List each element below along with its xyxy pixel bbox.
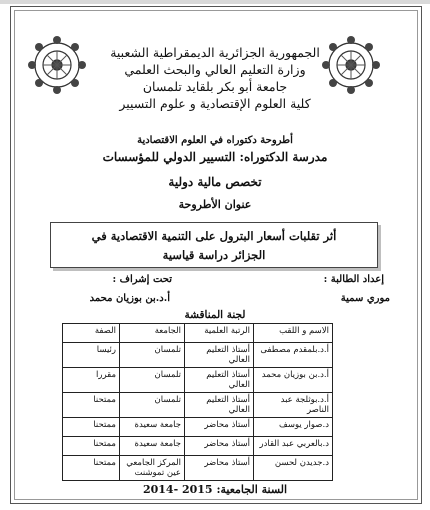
doctoral-school: مدرسة الدكتوراه: التسيير الدولي للمؤسسات	[102, 150, 328, 164]
member-name: د.صوار يوسف	[254, 418, 333, 437]
thesis-title-box	[50, 222, 378, 268]
member-rank: أستاذ التعليم العالي	[185, 393, 254, 418]
member-university: تلمسان	[120, 393, 185, 418]
committee-title: لجنة المناقشة	[184, 309, 246, 321]
thesis-title-label: عنوان الأطروحة	[178, 198, 252, 211]
member-role: ممتحنا	[63, 437, 120, 456]
specialty: تخصص مالية دولية	[168, 175, 262, 189]
table-row	[63, 393, 333, 418]
member-name: أ.د.بوثلجة عبد الناصر	[254, 393, 333, 418]
institution-header	[80, 44, 350, 112]
academic-year	[0, 483, 430, 496]
republic-name: الجمهورية الجزائرية الديمقراطية الشعبية	[110, 45, 320, 60]
member-university: جامعة سعيدة	[120, 418, 185, 437]
member-role: ممتحنا	[63, 393, 120, 418]
table-header-row	[63, 324, 333, 343]
supervisor-name: أ.د.بن بوزيان محمد	[89, 293, 170, 304]
member-rank: أستاذ محاضر	[185, 456, 254, 481]
member-rank: أستاذ محاضر	[185, 437, 254, 456]
committee-table	[62, 323, 333, 481]
thesis-title-line1: أثر تقلبات أسعار البترول على التنمية الاقتصادية في	[91, 229, 337, 243]
member-name: د.بالعربي عبد القادر	[254, 437, 333, 456]
table-row	[63, 418, 333, 437]
member-university: المركز الجامعي عين تموشنت	[120, 456, 185, 481]
member-name: د.جديدن لحسن	[254, 456, 333, 481]
member-rank: أستاذ التعليم العالي	[185, 343, 254, 368]
academic-year-value: 2014- 2015	[142, 483, 213, 496]
member-role: ممتحنا	[63, 418, 120, 437]
table-row	[63, 437, 333, 456]
supervisor-label: تحت إشراف :	[112, 274, 172, 285]
thesis-type: أطروحة دكتوراه في العلوم الاقتصادية	[137, 135, 293, 146]
member-university: جامعة سعيدة	[120, 437, 185, 456]
academic-year-label: السنة الجامعية:	[216, 483, 288, 496]
page-top-edge	[0, 0, 430, 4]
member-role: ممتحنا	[63, 456, 120, 481]
member-rank: أستاذ محاضر	[185, 418, 254, 437]
member-rank: أستاذ التعليم العالي	[185, 368, 254, 393]
student-label: إعداد الطالبة :	[323, 274, 384, 285]
member-name: أ.د.بلمقدم مصطفى	[254, 343, 333, 368]
university-name: جامعة أبو بكر بلقايد تلمسان	[142, 79, 288, 94]
table-row	[63, 343, 333, 368]
thesis-title-line2: الجزائر دراسة قياسية	[162, 248, 266, 262]
table-row	[63, 456, 333, 481]
header-rank: الرتبة العلمية	[185, 324, 254, 343]
member-university: تلمسان	[120, 368, 185, 393]
member-role: مقررا	[63, 368, 120, 393]
member-university: تلمسان	[120, 343, 185, 368]
member-name: أ.د.بن بوزيان محمد	[254, 368, 333, 393]
table-row	[63, 368, 333, 393]
student-name: موري سمية	[340, 293, 390, 304]
header-university: الجامعة	[120, 324, 185, 343]
header-name: الاسم و اللقب	[254, 324, 333, 343]
member-role: رئيسا	[63, 343, 120, 368]
university-emblem-left-icon	[26, 34, 88, 96]
ministry-name: وزارة التعليم العالي والبحث العلمي	[124, 62, 306, 77]
faculty-name: كلية العلوم الإقتصادية و علوم التسيير	[119, 96, 311, 111]
header-role: الصفة	[63, 324, 120, 343]
